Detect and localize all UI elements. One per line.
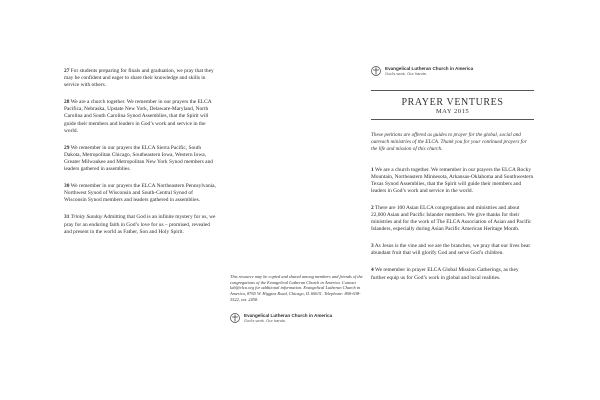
entry-lead: Trinity Sunday — [70, 214, 103, 221]
copyright-notice: This resource may be copied and shared among members and friends of the congregations of the Evangelical Lutheran Church in America. Contact lab@elca.org for additional information. Evangelical Lutheran Church in America, 8765 W. Higgins Road, Chicago, IL 60631. Telephone: 800-638-3522, ext. 2458. — [230, 274, 363, 302]
elca-brand-footer — [230, 313, 364, 323]
entry-number: 29 — [64, 144, 70, 151]
entry-number: 4 — [371, 267, 374, 274]
left-column — [64, 68, 216, 246]
entry-text: We are a church together. We remember in our prayers the ELCA Rocky Mountain, Northeastern Minnesota, Arkansas-Oklahoma and Southwestern Texas Synod Assemblies, that the Spirit will guide their members and leaders in God’s work and service in the world. — [371, 166, 534, 194]
entry-text: We remember in our prayers the ELCA Northeastern Pennsylvania, Northwest Synod of Wisconsin and South-Central Synod of Wisconsin Synod members and leaders gathered in assemblies. — [64, 183, 216, 204]
prayer-entry-30 — [64, 183, 216, 204]
entry-number: 1 — [371, 166, 374, 173]
prayer-entry-27 — [64, 68, 216, 89]
prayer-entry-29 — [64, 145, 216, 173]
entry-text: There are 100 Asian ELCA congregations and ministries and about 22,000 Asian and Pacific Islander members. We give thanks for their ministries and for the work of The ELCA Association of Asian and Pacific Islanders, especially during Asian Pacific American Heritage Month. — [371, 204, 532, 233]
right-column — [371, 66, 534, 292]
elca-cross-logo-icon — [371, 66, 381, 76]
entry-text: As Jesus is the vine and we are the branches, we pray that our lives bear abundant fruit that will glorify God and serve God’s children. — [371, 243, 531, 257]
entry-text: We remember in prayer ELCA Global Mission Gatherings, as they further equip us for God’s work in global and local realities. — [371, 267, 519, 281]
prayer-entry-3 — [371, 243, 534, 257]
brand-name: Evangelical Lutheran Church in America — [385, 66, 474, 71]
entry-number: 28 — [64, 99, 70, 106]
prayer-entry-4 — [371, 267, 534, 281]
title-bottom-rule — [371, 119, 534, 120]
entry-number: 3 — [371, 243, 374, 250]
elca-brand-header — [371, 66, 534, 76]
intro-text: These petitions are offered as guides to prayer for the global, social and outreach ministries of the ELCA. Thank you for your continued prayers for the life and mission of this church. — [371, 132, 527, 152]
entry-text: For students preparing for finals and graduation, we pray that they may be confident and eager to share their knowledge and skills in service with others. — [64, 68, 214, 89]
brand-tagline: God’s work. Our hands. — [385, 71, 427, 77]
entry-number: 30 — [64, 183, 70, 190]
title-block — [371, 97, 534, 116]
prayer-entry-2 — [371, 205, 534, 233]
entry-text: We are a church together. We remember in our prayers the ELCA Pacifica, Nebraska, Upstate New York, Delaware-Maryland, North Carolina and South Carolina Synod Assemblies, that the Spirit will guide their members and leaders in God’s work and service in the world. — [64, 99, 212, 134]
entry-text: Admitting that God is an infinite mystery for us, we pray for an enduring faith in God’s love for us – promised, revealed and present in the world as Father, Son and Holy Spirit. — [64, 214, 216, 235]
prayer-entry-1 — [371, 167, 534, 195]
page-subtitle: MAY 2015 — [435, 108, 470, 116]
entry-number: 27 — [64, 68, 70, 74]
entry-number: 31 — [64, 214, 70, 221]
entry-number: 2 — [371, 204, 374, 211]
prayer-entry-31 — [64, 214, 216, 235]
page-title: PRAYER VENTURES — [401, 97, 504, 109]
middle-column — [230, 274, 364, 323]
title-top-rule — [371, 90, 534, 91]
prayer-entry-28 — [64, 99, 216, 134]
entry-text: We remember in our prayers the ELCA Sierra Pacific, South Dakota, Metropolitan Chicago, Southeastern Iowa, Western Iowa, Greater Milwaukee and Metropolitan New York Synod members and leaders gathered in assemblies. — [64, 144, 213, 173]
brand-tagline: God’s work. Our hands. — [244, 317, 286, 323]
brand-name: Evangelical Lutheran Church in America — [244, 312, 333, 318]
elca-cross-logo-icon — [230, 313, 240, 323]
